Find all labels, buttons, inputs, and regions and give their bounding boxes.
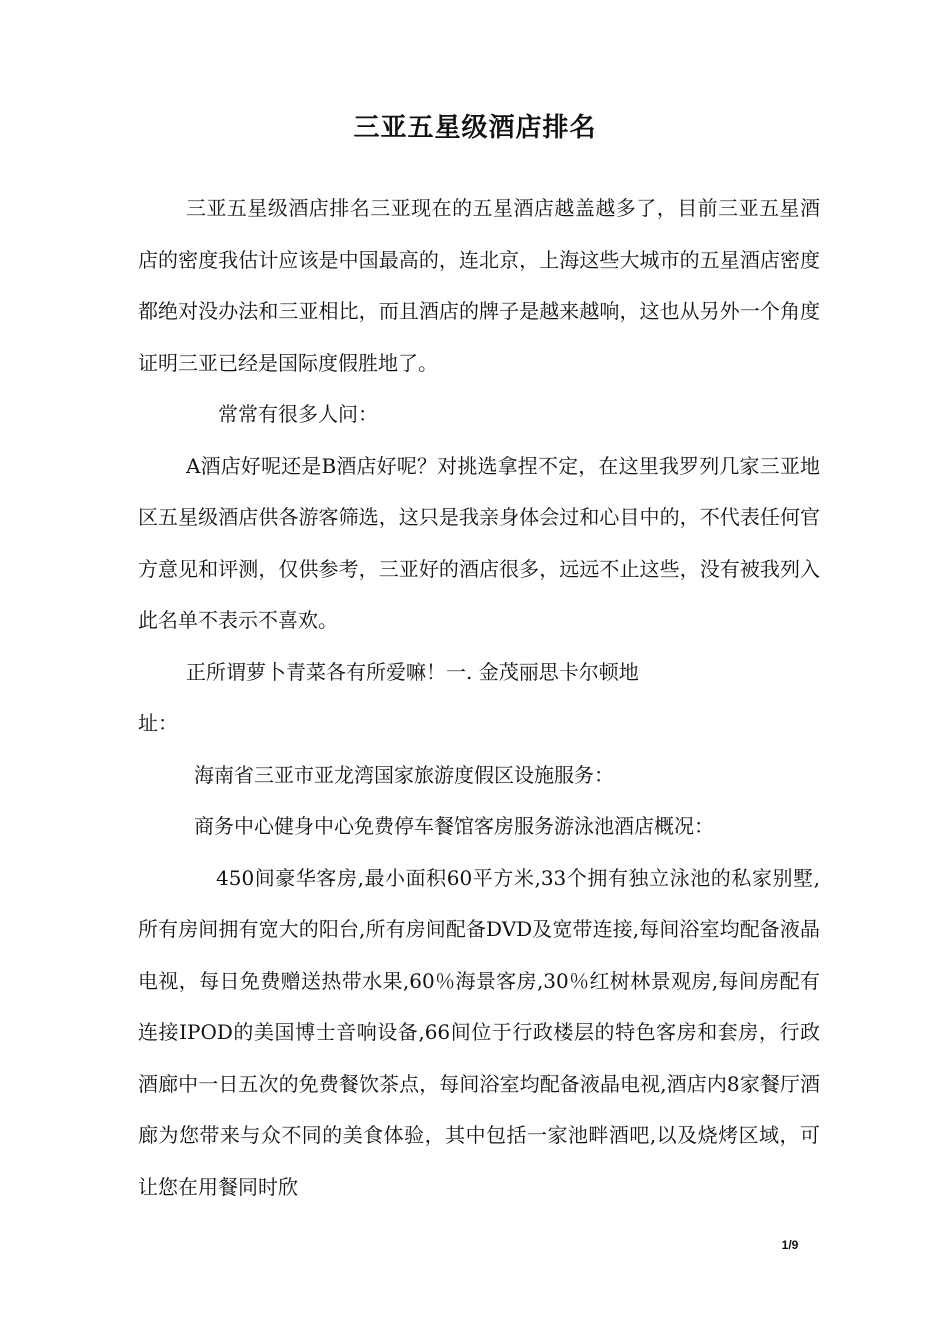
document-body <box>138 183 820 1213</box>
paragraph-overview: 450间豪华客房,最小面积60平方米,33个拥有独立泳池的私家别墅,所有房间拥有宽大的阳台,所有房间配备DVD及宽带连接,每间浴室均配备液晶电视，每日免费赠送热带水果,60％海景客房,30％红树林景观房,每间房配有连接IPOD的美国博士音响设备,66间位于行政楼层的特色客房和套房，行政酒廊中一日五次的免费餐饮茶点，每间浴室均配备液晶电视,酒店内8家餐厅酒廊为您带来与众不同的美食体验，其中包括一家池畔酒吧,以及烧烤区域，可让您在用餐同时欣 <box>138 865 820 1199</box>
paragraph-question: A酒店好呢还是B酒店好呢？对挑选拿捏不定，在这里我罗列几家三亚地区五星级酒店供各游客筛选，这只是我亲身体会过和心目中的，不代表任何官方意见和评测，仅供参考，三亚好的酒店很多，远远不止这些，没有被我列入此名单不表示不喜欢。 <box>138 453 820 632</box>
page-number: 1/9 <box>781 1238 799 1252</box>
paragraph-intro: 三亚五星级酒店排名三亚现在的五星酒店越盖越多了，目前三亚五星酒店的密度我估计应该是中国最高的，连北京，上海这些大城市的五星酒店密度都绝对没办法和三亚相比，而且酒店的牌子是越来越响，这也从另外一个角度证明三亚已经是国际度假胜地了。 <box>138 196 820 375</box>
paragraph-address-label: 址： <box>138 711 178 735</box>
paragraph-question-lead: 常常有很多人问： <box>218 402 378 426</box>
paragraph-address: 海南省三亚市亚龙湾国家旅游度假区设施服务： <box>194 762 614 787</box>
page-title: 三亚五星级酒店排名 <box>353 113 597 143</box>
paragraph-facilities: 商务中心健身中心免费停车餐馆客房服务游泳池酒店概况： <box>194 814 714 838</box>
paragraph-hotel-heading: 正所谓萝卜青菜各有所爱嘛！一. 金茂丽思卡尔顿地 <box>186 659 639 684</box>
